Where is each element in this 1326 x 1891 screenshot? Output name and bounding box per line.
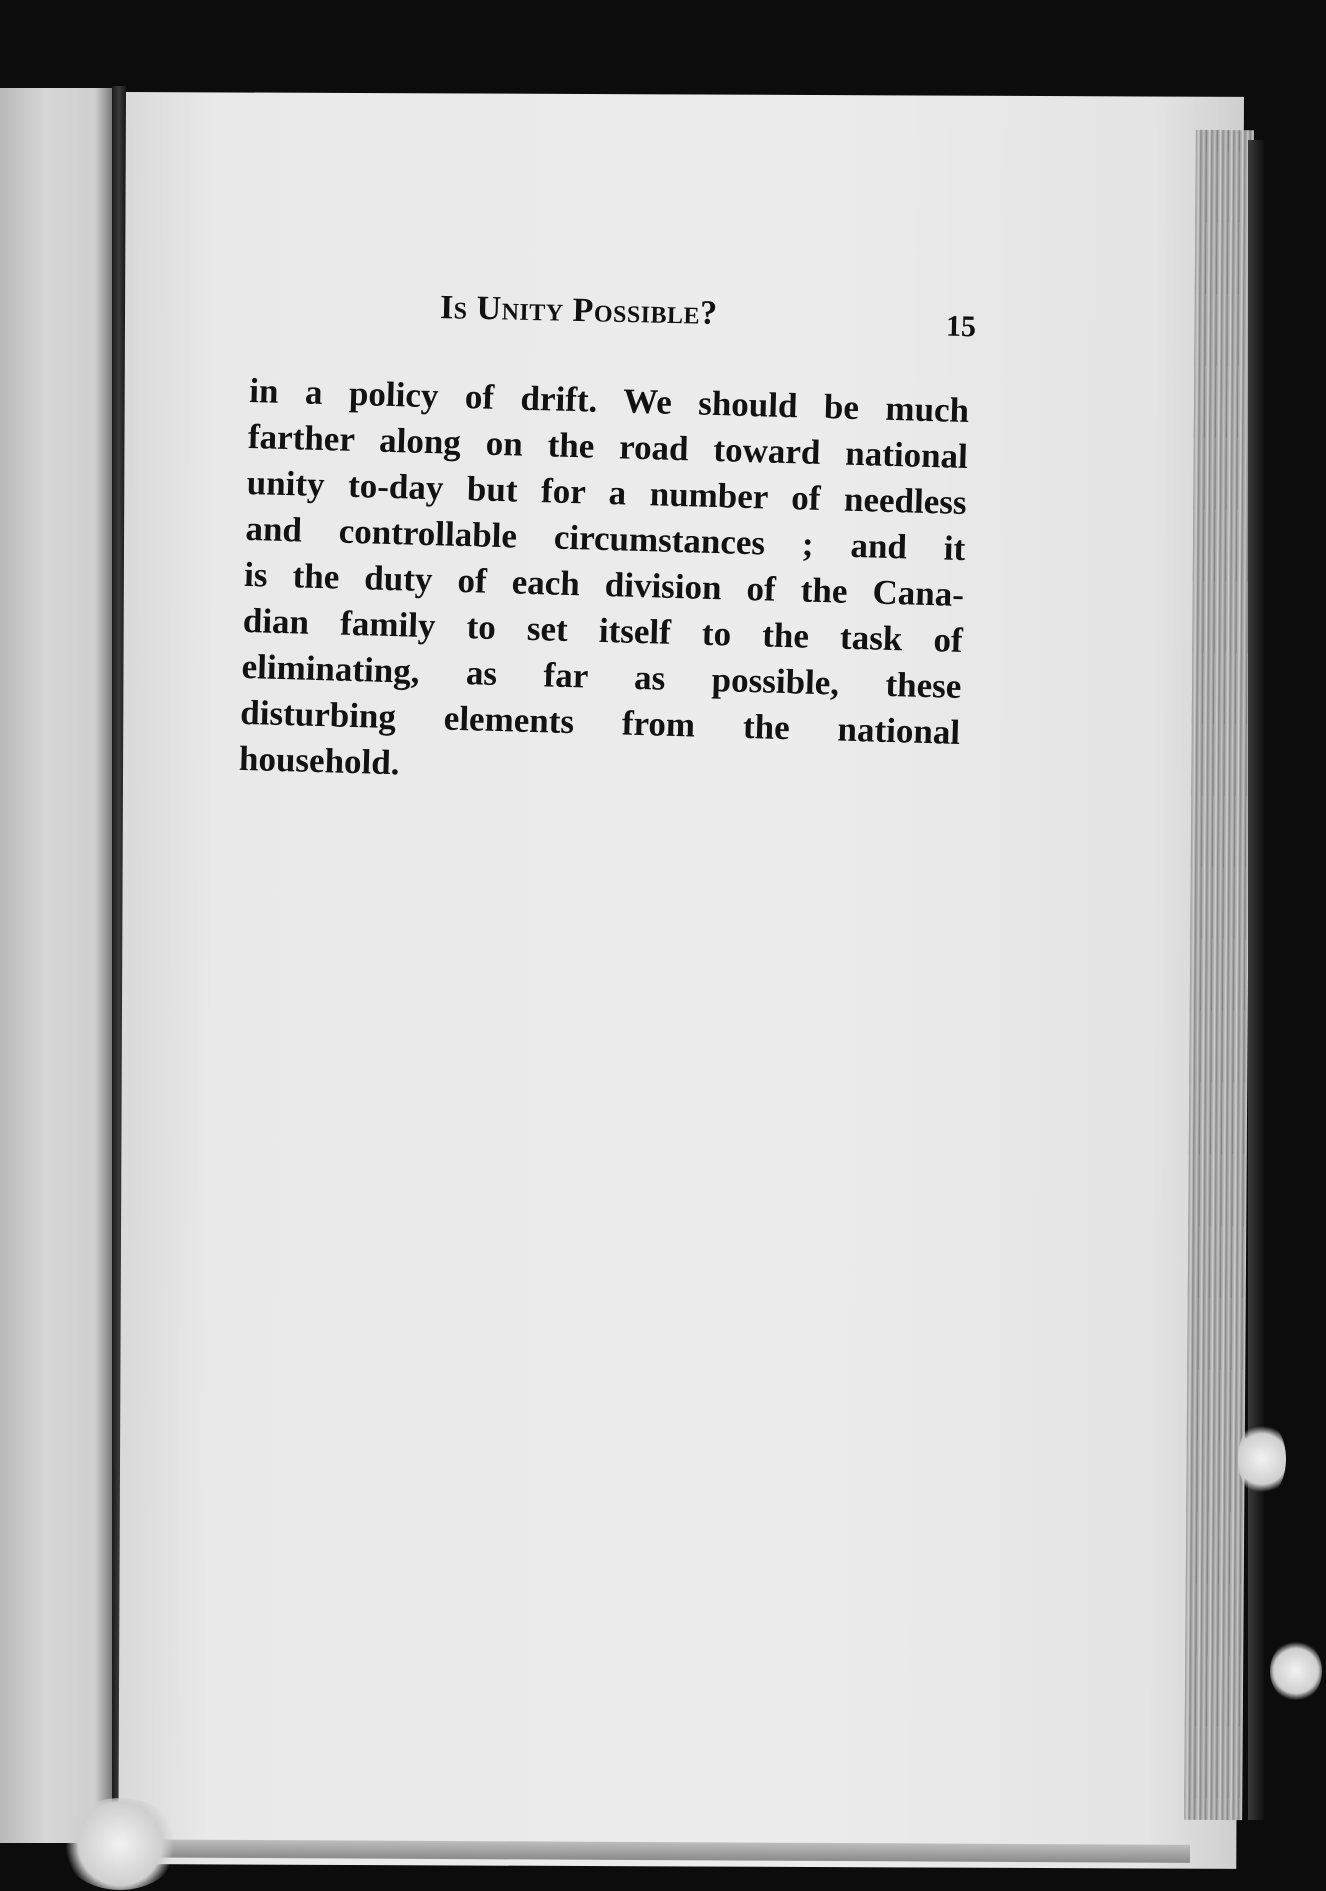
text-line: farther along on the road toward national bbox=[247, 416, 969, 477]
page-number: 15 bbox=[945, 309, 977, 344]
scan-artifact bbox=[1238, 1420, 1286, 1498]
text-line: eliminating, as far as possible, these bbox=[241, 646, 962, 706]
text-line: disturbing elements from the national bbox=[239, 692, 961, 752]
scan-artifact bbox=[1270, 1640, 1322, 1702]
cover-edge bbox=[1248, 140, 1264, 1820]
text-line: in a policy of drift. We should be much bbox=[248, 370, 970, 431]
text-line: household. bbox=[238, 738, 401, 783]
book-page bbox=[118, 92, 1244, 1869]
text-line: dian family to set itself to the task of bbox=[242, 600, 964, 660]
text-line: is the duty of each division of the Cana- bbox=[243, 554, 965, 615]
text-line: and controllable circumstances ; and it bbox=[244, 508, 966, 569]
previous-page-edge bbox=[0, 88, 112, 1843]
text-line: unity to-day but for a number of needless bbox=[246, 462, 968, 523]
page-fore-edge bbox=[1184, 130, 1254, 1820]
running-head: Is Unity Possible? bbox=[439, 289, 719, 332]
body-paragraph bbox=[238, 368, 969, 802]
scan-artifact bbox=[60, 1798, 180, 1890]
